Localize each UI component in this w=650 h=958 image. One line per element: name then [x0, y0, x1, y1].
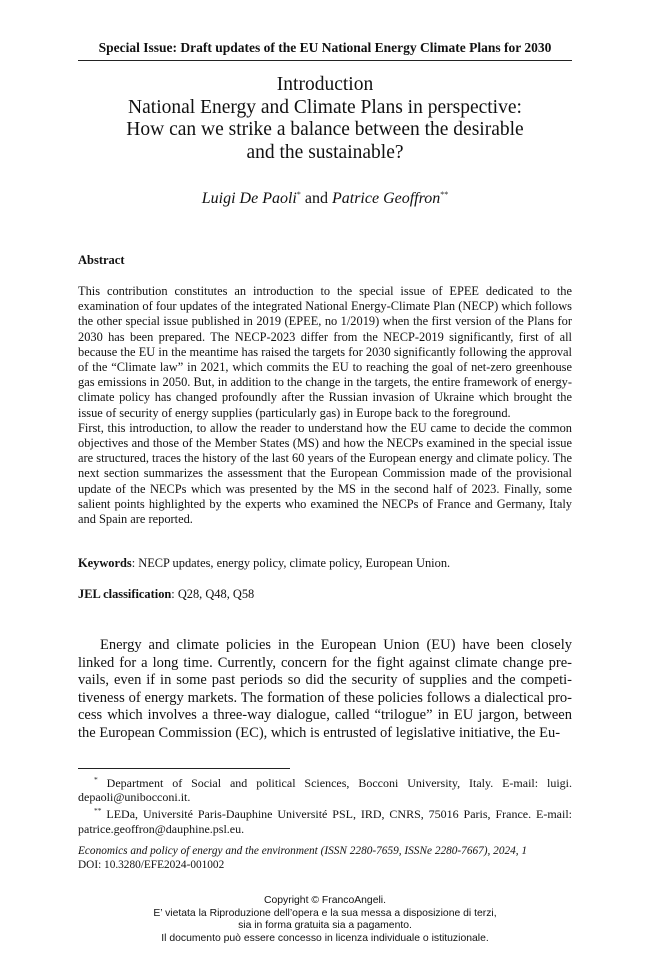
author-2-name: Patrice Geoffron	[331, 190, 441, 207]
body-paragraph-1: Energy and climate policies in the European Union (EU) have been closely linked for a long time. Currently, concern for the fight against climate change prevails, even if in some past periods so did the security of supplies and the competitiveness of energy markets. The formation of these policies follows a dialectical process which involves a three-way dialogue, called “trilogue” in EU jargon, between the European Commission (EC), which is entrusted of legislative initiative, the Eu-	[78, 637, 572, 741]
keywords	[78, 556, 572, 571]
copyright-line-4: Il documento può essere concesso in licenza individuale o istituzionale.	[161, 932, 489, 944]
title-line-3: How can we strike a balance between the desirable	[126, 119, 524, 140]
running-header: Special Issue: Draft updates of the EU National Energy Climate Plans for 2030	[98, 40, 552, 55]
author-connector: and	[304, 190, 328, 207]
abstract-paragraph-2: First, this introduction, to allow the reader to understand how the EU came to decide the common objectives and those of the Member States (MS) and how the NECPs examined in the special issue are structured, traces the history of the last 60 years of the European energy and climate policy. The next section summarizes the assessment that the European Commission made of the provisional update of the NECPs which was presented by the MS in the second half of 2023. Finally, some salient points highlighted by the experts who examined the NECPs of France and Germany, Italy and Spain are reported.	[78, 420, 572, 527]
keywords-value: : NECP updates, energy policy, climate policy, European Union.	[131, 556, 451, 570]
abstract-heading: Abstract	[78, 253, 125, 267]
footnotes	[78, 773, 572, 836]
keywords-label: Keywords	[78, 556, 132, 570]
footnote-2-mark: **	[94, 806, 102, 816]
header-rule	[78, 60, 572, 61]
footnote-2-text: LEDa, Université Paris-Dauphine Université PSL, IRD, CNRS, 75016 Paris, France. E-mail: patrice.geoffron@dauphine.psl.eu.	[78, 807, 572, 836]
journal-doi: DOI: 10.3280/EFE2024-001002	[78, 858, 225, 871]
footnote-1	[78, 773, 572, 804]
footnote-1-mark: *	[94, 775, 98, 784]
copyright-notice	[78, 895, 572, 945]
copyright-line-2: E’ vietata la Riproduzione dell’opera e la sua messa a disposizione di terzi,	[153, 907, 497, 919]
jel-value: : Q28, Q48, Q58	[171, 587, 255, 601]
author-line	[78, 190, 572, 208]
article-title	[78, 74, 572, 164]
journal-citation: Economics and policy of energy and the environment (ISSN 2280-7659, ISSNe 2280-7667), 2024, 1	[78, 845, 528, 857]
jel-classification	[78, 587, 572, 602]
footnote-2	[78, 804, 572, 835]
jel-label: JEL classification	[78, 587, 172, 601]
abstract-paragraph-1: This contribution constitutes an introduction to the special issue of EPEE dedicated to the examination of four updates of the integrated National Energy-Climate Plan (NECP) which follows the other special issue published in 2019 (EPEE, no 1/2019) when the first version of the Plans for 2030 has been prepared. The NECP-2023 differ from the NECP-2019 significantly, first of all because the EU in the meantime has raised the targets for 2030 significantly following the approval of the “Climate law” in 2021, which commits the EU to reaching the goal of net-zero greenhouse gas emissions in 2050. But, in addition to the change in the targets, the entire framework of energy-climate policy has changed profoundly after the Russian invasion of Ukraine which brought the issue of security of energy supplies (particularly gas) in Europe back to the foreground.	[78, 284, 572, 420]
journal-info	[78, 845, 572, 872]
abstract-text	[78, 284, 572, 527]
copyright-line-3: sia in forma gratuita sia a pagamento.	[238, 920, 412, 932]
title-line-4: and the sustainable?	[246, 141, 404, 163]
author-2-footnote-mark: **	[440, 190, 449, 199]
title-line-1: Introduction	[276, 74, 374, 95]
footnote-1-text: Department of Social and political Sciences, Bocconi University, Italy. E-mail: luigi. depaoli@unibocconi.it.	[78, 776, 572, 805]
footnote-rule	[78, 768, 290, 769]
author-1-name: Luigi De Paoli	[201, 190, 297, 207]
title-line-2: National Energy and Climate Plans in perspective:	[128, 96, 522, 118]
author-1-footnote-mark: *	[296, 190, 301, 199]
copyright-line-1: Copyright © FrancoAngeli.	[263, 895, 386, 906]
